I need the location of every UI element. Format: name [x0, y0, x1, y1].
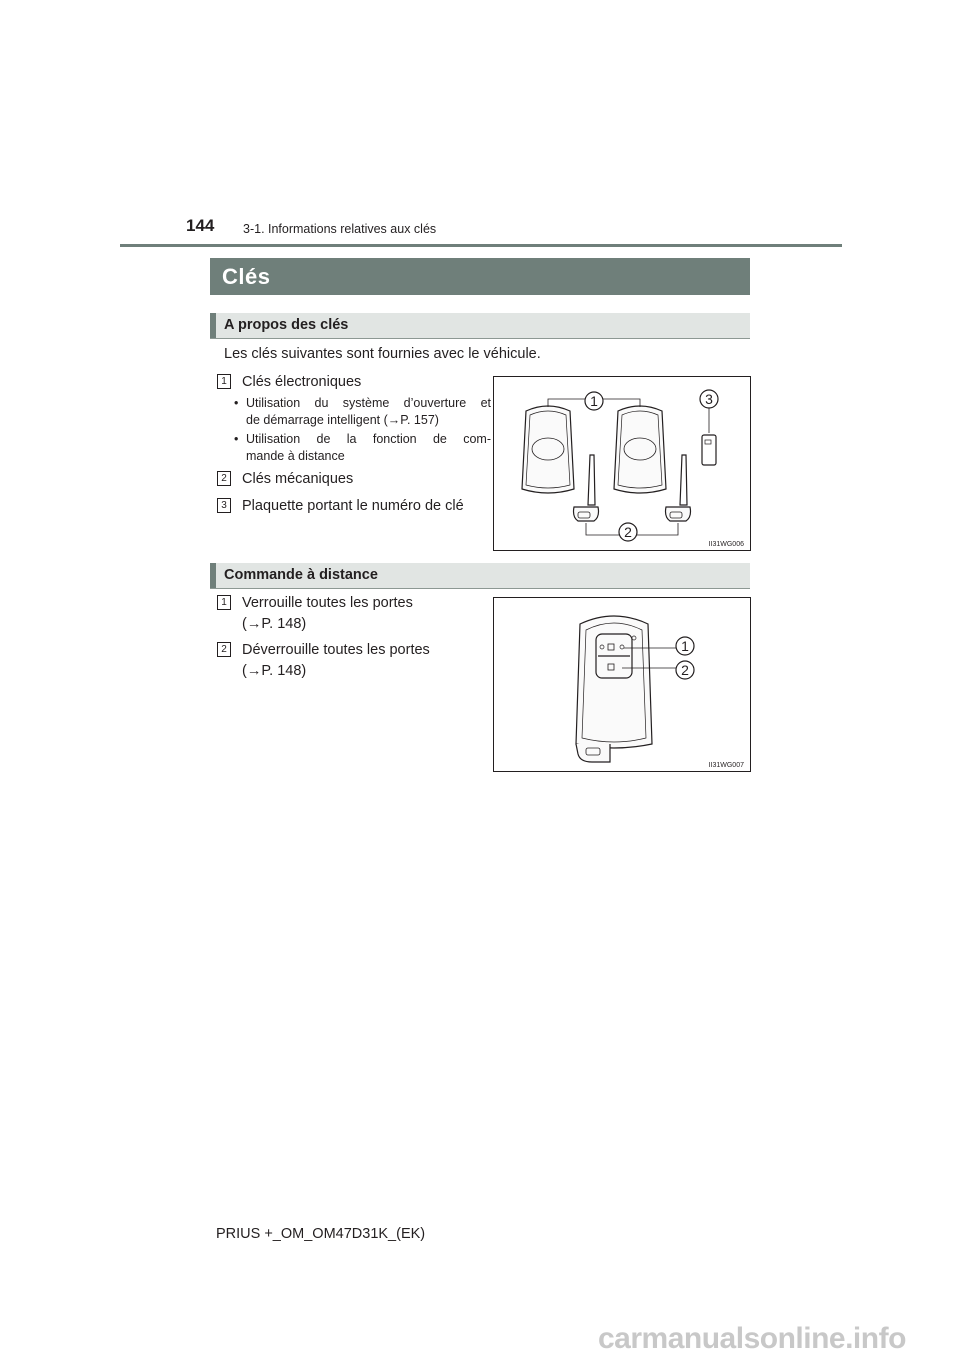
bullet-line: Utilisation de la fonction de com-: [246, 432, 491, 446]
item-ref-lock: (→P. 148): [242, 616, 307, 632]
item-number-box: 3: [217, 498, 231, 513]
item-label-mechanical-keys: Clés mécaniques: [242, 471, 354, 487]
subsection-heading-keys: [210, 313, 750, 339]
intro-paragraph: Les clés suivantes sont fournies avec le véhicule.: [224, 346, 541, 362]
callout-1: 1: [590, 393, 598, 409]
figure-code: II31WG006: [708, 541, 744, 548]
callout-1: 1: [681, 638, 689, 654]
bullet-line: Utilisation du système d’ouverture et: [246, 396, 491, 410]
page-number: 144: [186, 216, 215, 235]
item-number-box: 1: [217, 374, 231, 389]
item-label-key-number-plate: Plaquette portant le numéro de clé: [242, 498, 464, 514]
callout-2: 2: [624, 524, 632, 540]
keys-illustration: [494, 377, 750, 550]
subsection-heading-remote: [210, 563, 750, 589]
item-ref-unlock: (→P. 148): [242, 663, 307, 679]
watermark: carmanualsonline.info: [598, 1322, 906, 1355]
figure-remote: [493, 597, 751, 772]
subsection-heading-text: Commande à distance: [224, 567, 378, 583]
bullet-smart-entry: [234, 395, 491, 429]
bullet-line: mande à distance: [246, 449, 345, 463]
callout-2: 2: [681, 662, 689, 678]
heading-accent: [210, 563, 216, 588]
remote-illustration: [494, 598, 750, 771]
footer-model-code: PRIUS +_OM_OM47D31K_(EK): [216, 1226, 426, 1242]
item-label-electronic-keys: Clés électroniques: [242, 374, 362, 390]
figure-code: II31WG007: [708, 762, 744, 769]
item-number-box: 2: [217, 642, 231, 657]
heading-accent: [210, 313, 216, 338]
subsection-heading-text: A propos des clés: [224, 317, 349, 333]
figure-keys: [493, 376, 751, 551]
item-label-lock: Verrouille toutes les portes: [242, 595, 413, 611]
section-title-bar: [210, 258, 750, 295]
item-number-box: 1: [217, 595, 231, 610]
bullet-remote-control: [234, 431, 491, 465]
section-title: Clés: [222, 264, 271, 289]
bullet-line: de démarrage intelligent (→P. 157): [246, 413, 439, 427]
item-number-box: 2: [217, 471, 231, 486]
header-rule: [120, 244, 842, 247]
item-label-unlock: Déverrouille toutes les portes: [242, 642, 430, 658]
chapter-title: 3-1. Informations relatives aux clés: [243, 222, 437, 236]
callout-3: 3: [705, 391, 713, 407]
bullet-dot: •: [234, 396, 239, 410]
bullet-dot: •: [234, 432, 239, 446]
